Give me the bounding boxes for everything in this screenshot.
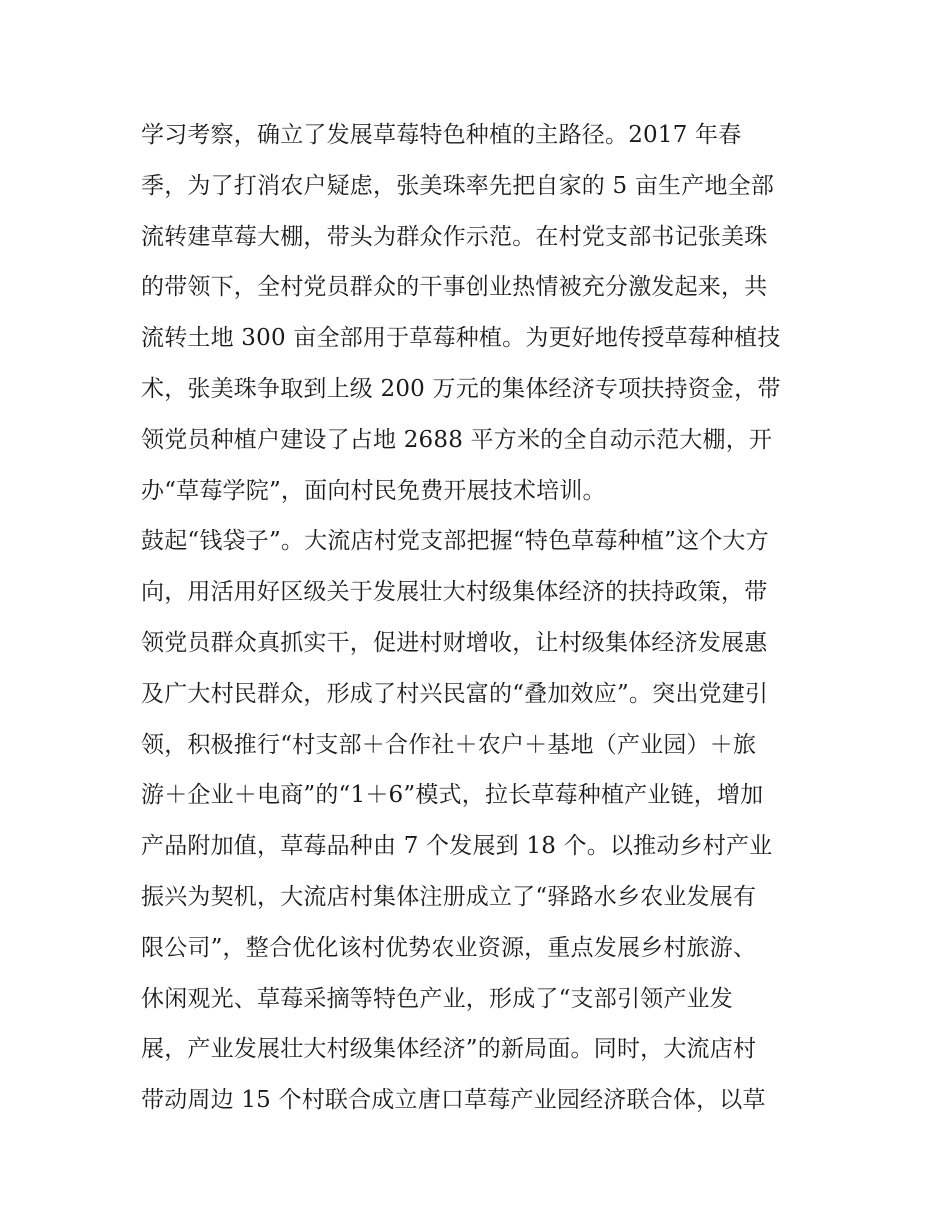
text-line: 产品附加值，草莓品种由 7 个发展到 18 个。以推动乡村产业 [141, 833, 773, 860]
text-line: 游＋企业＋电商”的“1＋6”模式，拉长草莓种植产业链，增加 [141, 782, 764, 809]
text-line: 及广大村民群众，形成了村兴民富的“叠加效应”。突出党建引 [141, 680, 769, 707]
text-line: 流转土地 300 亩全部用于草莓种植。为更好地传授草莓种植技 [141, 325, 781, 352]
text-line: 鼓起“钱袋子”。大流店村党支部把握“特色草莓种植”这个大方 [141, 528, 769, 555]
text-line: 领，积极推行“村支部＋合作社＋农户＋基地（产业园）＋旅 [141, 731, 757, 758]
text-line: 限公司”，整合优化该村优势农业资源，重点发展乡村旅游、 [141, 934, 757, 961]
body-text [141, 110, 821, 1126]
text-line: 办“草莓学院”，面向村民免费开展技术培训。 [141, 477, 606, 504]
text-line: 领党员群众真抓实干，促进村财增收，让村级集体经济发展惠 [141, 629, 768, 656]
text-line: 休闲观光、草莓采摘等特色产业，形成了“支部引领产业发 [141, 985, 733, 1012]
text-line: 术，张美珠争取到上级 200 万元的集体经济专项扶持资金，带 [141, 375, 781, 402]
text-line: 振兴为契机，大流店村集体注册成立了“驿路水乡农业发展有 [141, 883, 757, 910]
text-line: 领党员种植户建设了占地 2688 平方米的全自动示范大棚，开 [141, 426, 773, 453]
text-line: 的带领下，全村党员群众的干事创业热情被充分激发起来，共 [141, 274, 768, 301]
text-line: 展，产业发展壮大村级集体经济”的新局面。同时，大流店村 [141, 1036, 757, 1063]
text-line: 带动周边 15 个村联合成立唐口草莓产业园经济联合体，以草 [141, 1087, 766, 1114]
text-line: 向，用活用好区级关于发展壮大村级集体经济的扶持政策，带 [141, 579, 768, 606]
text-line: 学习考察，确立了发展草莓特色种植的主路径。2017 年春 [141, 122, 742, 148]
text-line: 流转建草莓大棚，带头为群众作示范。在村党支部书记张美珠 [141, 223, 768, 250]
text-line: 季，为了打消农户疑虑，张美珠率先把自家的 5 亩生产地全部 [141, 172, 775, 199]
